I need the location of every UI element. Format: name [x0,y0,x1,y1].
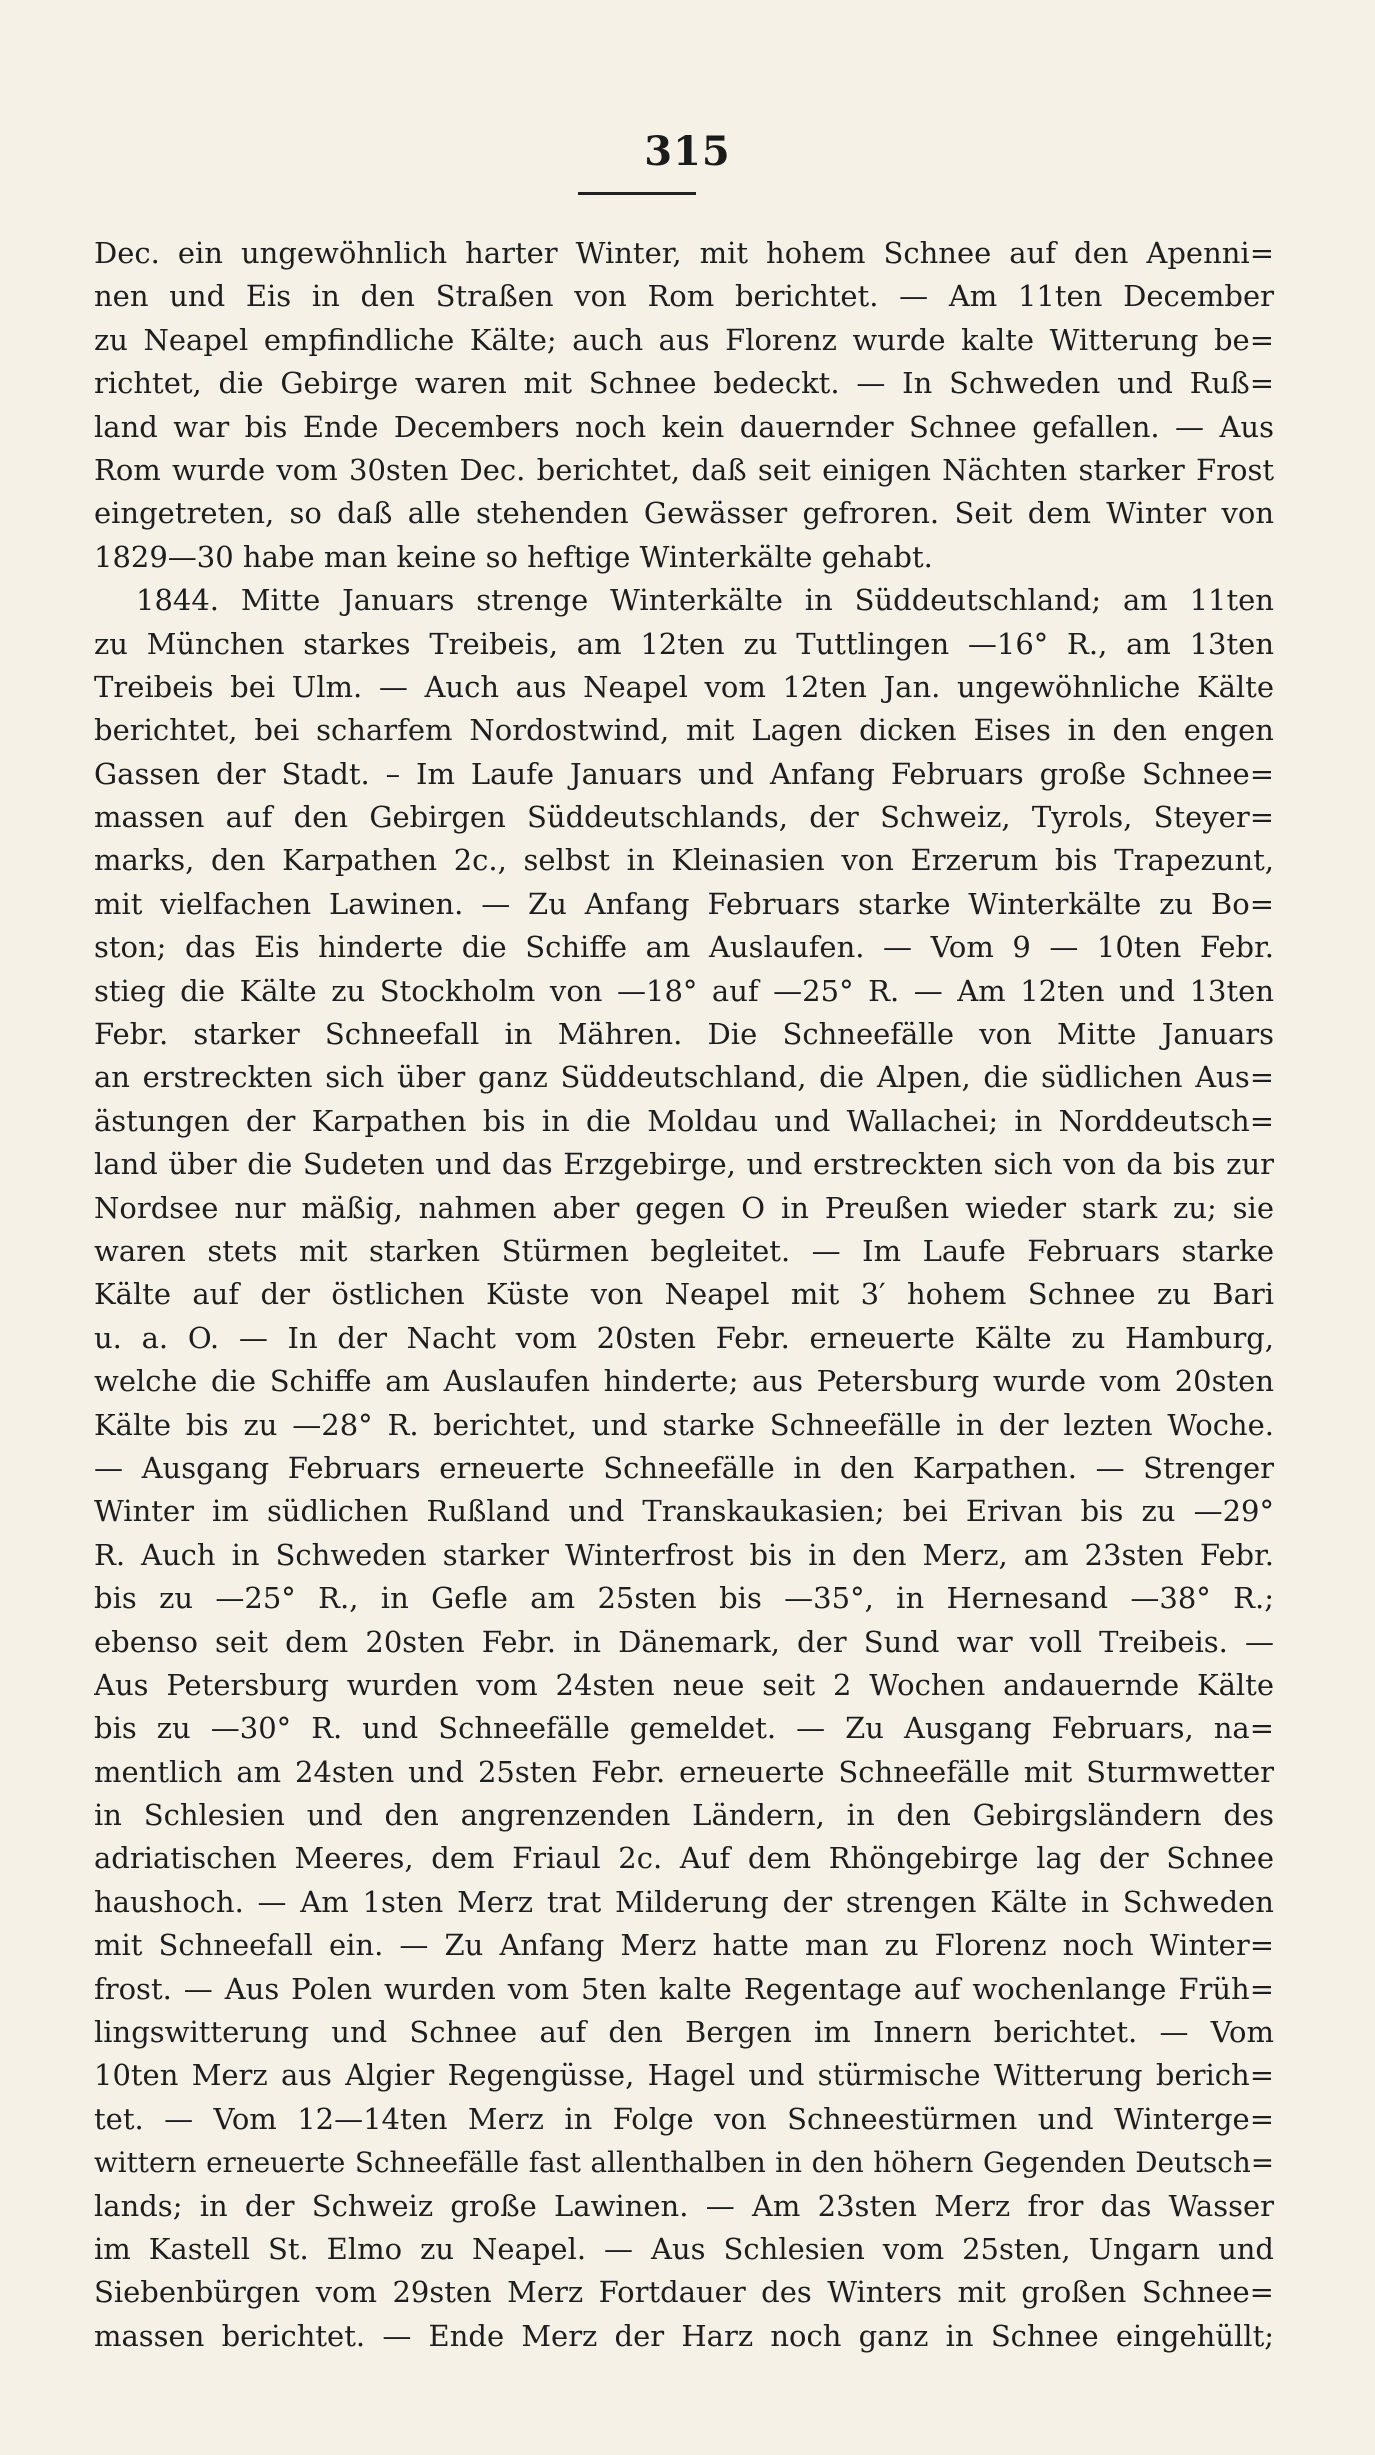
text-line: Winter im südlichen Rußland und Transkaukasien; bei Erivan bis zu —29° [94,1494,1274,1529]
text-line: Febr. starker Schneefall in Mähren. Die Schneefälle von Mitte Januars [94,1017,1274,1052]
text-line: wittern erneuerte Schneefälle fast allenthalben in den höhern Gegenden Deutsch= [94,2146,1274,2180]
text-line: Nordsee nur mäßig, nahmen aber gegen O in Preußen wieder stark zu; sie [94,1190,1274,1225]
body-text [94,232,1274,2358]
text-line: Kälte bis zu —28° R. berichtet, und starke Schneefälle in der lezten Woche. [94,1407,1274,1442]
text-line: Aus Petersburg wurden vom 24sten neue seit 2 Wochen andauernde Kälte [94,1667,1274,1702]
text-line: Gassen der Stadt. – Im Laufe Januars und Anfang Februars große Schnee= [94,756,1274,791]
text-line: an erstreckten sich über ganz Süddeutschland, die Alpen, die südlichen Aus= [94,1060,1274,1095]
text-line: eingetreten, so daß alle stehenden Gewässer gefroren. Seit dem Winter von [94,496,1274,531]
text-line: — Ausgang Februars erneuerte Schneefälle in den Karpathen. — Strenger [94,1450,1274,1485]
header-rule [578,192,696,195]
text-line: nen und Eis in den Straßen von Rom berichtet. — Am 11ten December [94,279,1274,314]
text-line: lingswitterung und Schnee auf den Bergen im Innern berichtet. — Vom [94,2015,1274,2050]
text-line: waren stets mit starken Stürmen begleitet. — Im Laufe Februars starke [94,1233,1274,1268]
text-line: land über die Sudeten und das Erzgebirge, und erstreckten sich von da bis zur [94,1147,1274,1182]
text-line: marks, den Karpathen 2c., selbst in Kleinasien von Erzerum bis Trapezunt, [94,843,1274,878]
text-line: ebenso seit dem 20sten Febr. in Dänemark, der Sund war voll Treibeis. — [94,1624,1274,1659]
text-line: tet. — Vom 12—14ten Merz in Folge von Schneestürmen und Winterge= [94,2101,1274,2136]
text-line: im Kastell St. Elmo zu Neapel. — Aus Schlesien vom 25sten, Ungarn und [94,2231,1274,2266]
text-line: massen berichtet. — Ende Merz der Harz noch ganz in Schnee eingehüllt; [94,2318,1274,2353]
text-line: u. a. O. — In der Nacht vom 20sten Febr. erneuerte Kälte zu Hamburg, [94,1320,1274,1355]
text-line: massen auf den Gebirgen Süddeutschlands, der Schweiz, Tyrols, Steyer= [94,800,1274,835]
text-line: land war bis Ende Decembers noch kein dauernder Schnee gefallen. — Aus [94,409,1274,444]
text-line: haushoch. — Am 1sten Merz trat Milderung der strengen Kälte in Schweden [94,1884,1274,1919]
text-line: Kälte auf der östlichen Küste von Neapel mit 3′ hohem Schnee zu Bari [94,1277,1274,1312]
text-line: 1829—30 habe man keine so heftige Winterkälte gehabt. [94,539,933,574]
text-line: Treibeis bei Ulm. — Auch aus Neapel vom 12ten Jan. ungewöhnliche Kälte [94,669,1274,704]
text-line: frost. — Aus Polen wurden vom 5ten kalte Regentage auf wochenlange Früh= [94,1971,1274,2006]
text-line: adriatischen Meeres, dem Friaul 2c. Auf dem Rhöngebirge lag der Schnee [94,1841,1274,1876]
text-line: mit vielfachen Lawinen. — Zu Anfang Februars starke Winterkälte zu Bo= [94,886,1274,921]
text-line: in Schlesien und den angrenzenden Ländern, in den Gebirgsländern des [94,1798,1274,1833]
page-number: 315 [644,128,731,175]
text-line: welche die Schiffe am Auslaufen hinderte; aus Petersburg wurde vom 20sten [94,1364,1274,1399]
text-line: richtet, die Gebirge waren mit Schnee bedeckt. — In Schweden und Ruß= [94,366,1274,401]
text-line: ston; das Eis hinderte die Schiffe am Auslaufen. — Vom 9 — 10ten Febr. [94,930,1274,965]
text-line: 1844. Mitte Januars strenge Winterkälte in Süddeutschland; am 11ten [136,583,1274,618]
text-line: stieg die Kälte zu Stockholm von —18° auf —25° R. — Am 12ten und 13ten [94,973,1274,1008]
text-line: zu München starkes Treibeis, am 12ten zu Tuttlingen —16° R., am 13ten [94,626,1274,661]
text-line: 10ten Merz aus Algier Regengüsse, Hagel und stürmische Witterung berich= [94,2058,1274,2093]
text-line: bis zu —30° R. und Schneefälle gemeldet. — Zu Ausgang Februars, na= [94,1711,1274,1746]
text-line: R. Auch in Schweden starker Winterfrost bis in den Merz, am 23sten Febr. [94,1537,1274,1572]
text-line: Siebenbürgen vom 29sten Merz Fortdauer des Winters mit großen Schnee= [94,2275,1274,2310]
text-line: Dec. ein ungewöhnlich harter Winter, mit hohem Schnee auf den Apenni= [94,236,1274,270]
text-line: bis zu —25° R., in Gefle am 25sten bis —35°, in Hernesand —38° R.; [94,1581,1274,1616]
text-line: mit Schneefall ein. — Zu Anfang Merz hatte man zu Florenz noch Winter= [94,1928,1274,1963]
text-line: mentlich am 24sten und 25sten Febr. erneuerte Schneefälle mit Sturmwetter [94,1754,1274,1789]
text-line: Rom wurde vom 30sten Dec. berichtet, daß seit einigen Nächten starker Frost [94,452,1274,487]
text-line: berichtet, bei scharfem Nordostwind, mit Lagen dicken Eises in den engen [94,713,1274,748]
text-line: ästungen der Karpathen bis in die Moldau und Wallachei; in Norddeutsch= [94,1103,1274,1138]
text-line: zu Neapel empfindliche Kälte; auch aus Florenz wurde kalte Witterung be= [94,322,1274,357]
text-line: lands; in der Schweiz große Lawinen. — Am 23sten Merz fror das Wasser [94,2188,1274,2223]
